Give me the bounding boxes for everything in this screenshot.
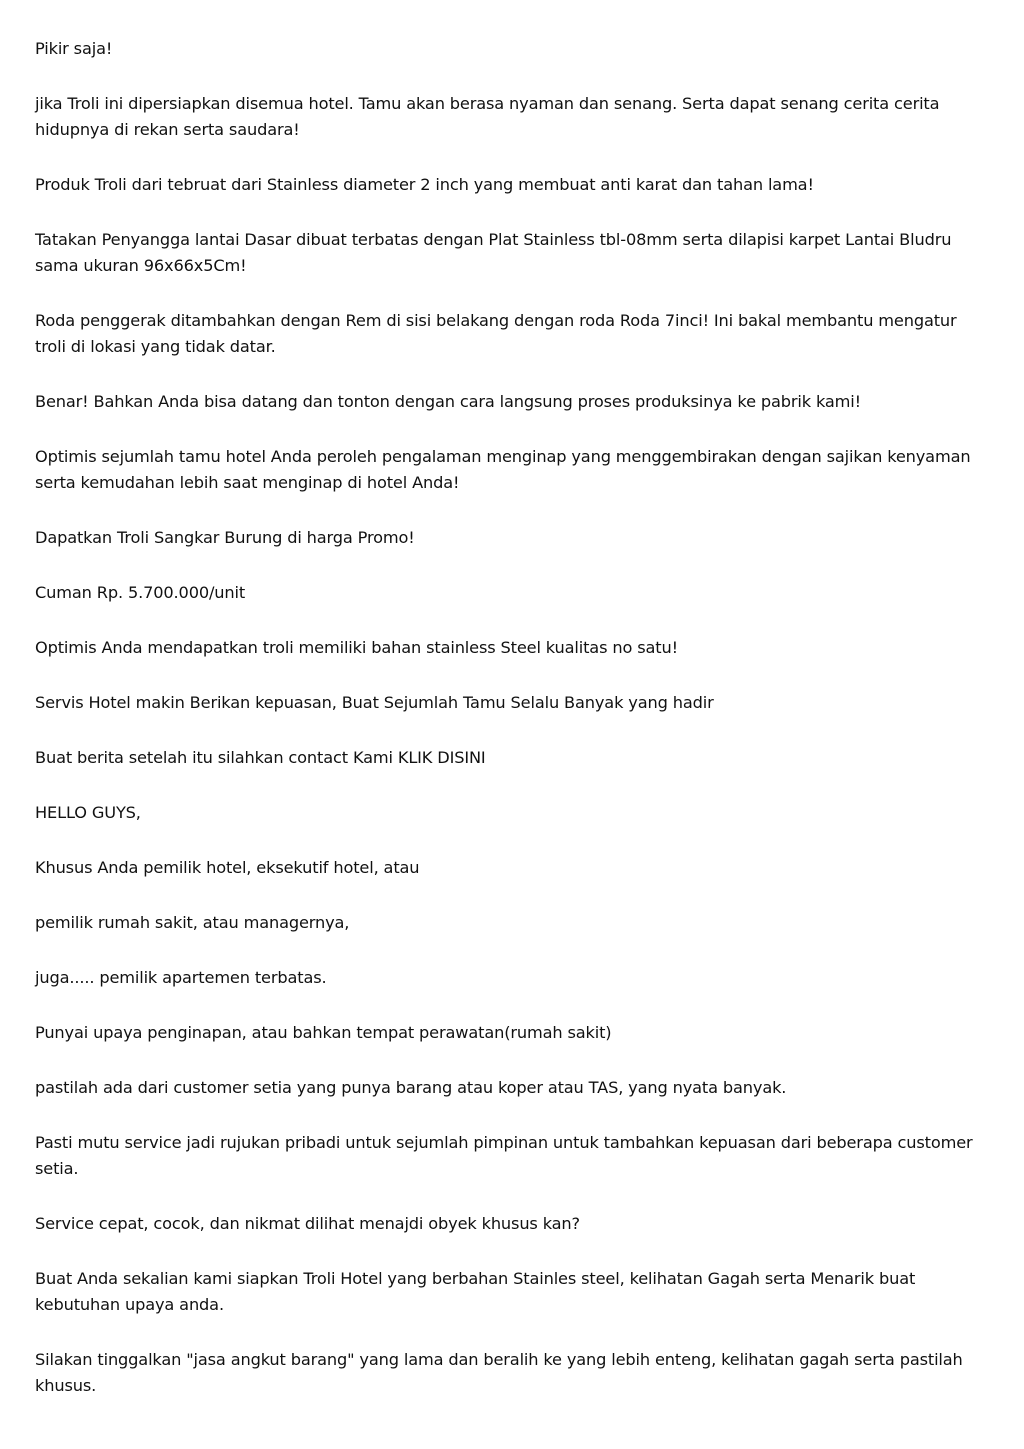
paragraph-17: Punyai upaya penginapan, atau bahkan tempat perawatan(rumah sakit) [35, 1023, 612, 1042]
paragraph-21: Buat Anda sekalian kami siapkan Troli Hotel yang berbahan Stainles steel, kelihatan Gagah serta Menarik buat kebutuhan upaya anda. [35, 1269, 916, 1314]
paragraph-2: jika Troli ini dipersiapkan disemua hotel. Tamu akan berasa nyaman dan senang. Serta dapat senang cerita cerita hidupnya di rekan serta saudara! [35, 94, 940, 139]
paragraph-10: Optimis Anda mendapatkan troli memiliki bahan stainless Steel kualitas no satu! [35, 638, 678, 657]
paragraph-5: Roda penggerak ditambahkan dengan Rem di sisi belakang dengan roda Roda 7inci! Ini bakal membantu mengatur troli di lokasi yang tidak datar. [35, 311, 957, 356]
paragraph-8: Dapatkan Troli Sangkar Burung di harga Promo! [35, 528, 415, 547]
paragraph-1: Pikir saja! [35, 39, 113, 58]
paragraph-6: Benar! Bahkan Anda bisa datang dan tonton dengan cara langsung proses produksinya ke pabrik kami! [35, 392, 861, 411]
paragraph-15: pemilik rumah sakit, atau managernya, [35, 913, 350, 932]
contact-paragraph: Buat berita setelah itu silahkan contact Kami KLIK DISINI [35, 748, 486, 767]
paragraph-19: Pasti mutu service jadi rujukan pribadi untuk sejumlah pimpinan untuk tambahkan kepuasan dari beberapa customer setia. [35, 1133, 973, 1178]
paragraph-18: pastilah ada dari customer setia yang punya barang atau koper atau TAS, yang nyata banyak. [35, 1078, 787, 1097]
paragraph-14: Khusus Anda pemilik hotel, eksekutif hotel, atau [35, 858, 420, 877]
paragraph-11: Servis Hotel makin Berikan kepuasan, Buat Sejumlah Tamu Selalu Banyak yang hadir [35, 693, 714, 712]
paragraph-16: juga..... pemilik apartemen terbatas. [35, 968, 327, 987]
paragraph-22: Silakan tinggalkan "jasa angkut barang" yang lama dan beralih ke yang lebih enteng, kelihatan gagah serta pastilah khusus. [35, 1350, 963, 1395]
paragraph-3: Produk Troli dari tebruat dari Stainless diameter 2 inch yang membuat anti karat dan tahan lama! [35, 175, 814, 194]
paragraph-20: Service cepat, cocok, dan nikmat dilihat menajdi obyek khusus kan? [35, 1214, 580, 1233]
price-paragraph: Cuman Rp. 5.700.000/unit [35, 583, 246, 602]
paragraph-7: Optimis sejumlah tamu hotel Anda peroleh pengalaman menginap yang menggembirakan dengan sajikan kenyaman serta kemudahan lebih saat menginap di hotel Anda! [35, 447, 971, 492]
document-page [35, 36, 990, 1428]
paragraph-4: Tatakan Penyangga lantai Dasar dibuat terbatas dengan Plat Stainless tbl-08mm serta dilapisi karpet Lantai Bludru sama ukuran 96x66x5Cm! [35, 230, 952, 275]
paragraph-13: HELLO GUYS, [35, 803, 141, 822]
